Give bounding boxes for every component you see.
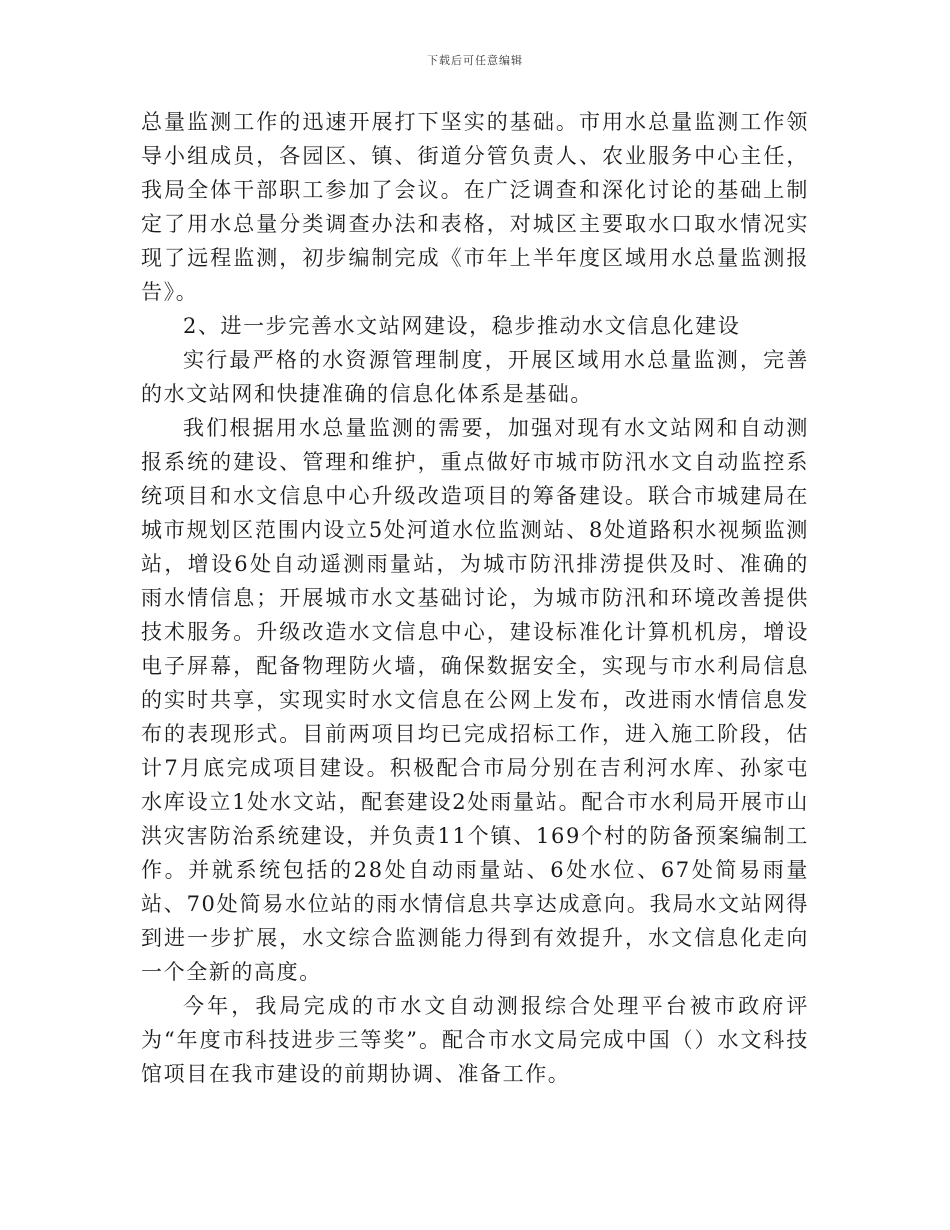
- page-header: 下载后可任意编辑: [427, 54, 523, 67]
- paragraph-continuation: 总量监测工作的迅速开展打下坚实的基础。市用水总量监测工作领导小组成员，各园区、镇、街道分管负责人、农业服务中心主任，我局全体干部职工参加了会议。在广泛调查和深化讨论的基础上制定了用水总量分类调查办法和表格，对城区主要取水口取水情况实现了远程监测，初步编制完成《市年上半年度区域用水总量监测报告》。: [141, 110, 809, 304]
- paragraph: 实行最严格的水资源管理制度，开展区域用水总量监测，完善的水文站网和快捷准确的信息化体系是基础。: [141, 348, 809, 406]
- paragraph: 我们根据用水总量监测的需要，加强对现有水文站网和自动测报系统的建设、管理和维护，重点做好市城市防汛水文自动监控系统项目和水文信息中心升级改造项目的筹备建设。联合市城建局在城市规划区范围内设立5处河道水位监测站、8处道路积水视频监测站，增设6处自动遥测雨量站，为城市防汛排涝提供及时、准确的雨水情信息；开展城市水文基础讨论，为城市防汛和环境改善提供技术服务。升级改造水文信息中心，建设标准化计算机机房，增设电子屏幕，配备物理防火墙，确保数据安全，实现与市水利局信息的实时共享，实现实时水文信息在公网上发布，改进雨水情信息发布的表现形式。目前两项目均已完成招标工作，进入施工阶段，估计7月底完成项目建设。积极配合市局分别在吉利河水库、孙家屯水库设立1处水文站，配套建设2处雨量站。配合市水利局开展市山洪灾害防治系统建设，并负责11个镇、169个村的防备预案编制工作。并就系统包括的28处自动雨量站、6处水位、67处简易雨量站、70处简易水位站的雨水情信息共享达成意向。我局水文站网得到进一步扩展，水文综合监测能力得到有效提升，水文信息化走向一个全新的高度。: [141, 416, 809, 984]
- section-heading: 2、进一步完善水文站网建设，稳步推动水文信息化建设: [183, 314, 741, 338]
- paragraph: 今年，我局完成的市水文自动测报综合处理平台被市政府评为“年度市科技进步三等奖”。配合市水文局完成中国（）水文科技馆项目在我市建设的前期协调、准备工作。: [141, 994, 809, 1086]
- document-body: [141, 105, 809, 1091]
